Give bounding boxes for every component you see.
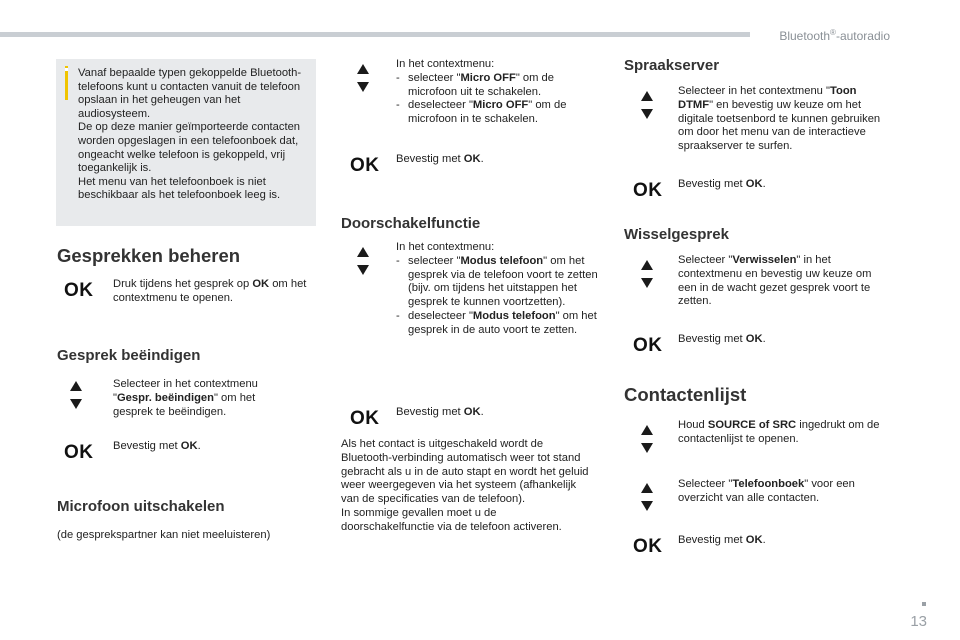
beeindigen-text: Selecteer in het contextmenu "Gespr. beëindigen" om het gesprek te beëindigen. [113, 378, 258, 418]
ok-icon: OK [633, 536, 663, 557]
up-down-arrows-icon [640, 260, 654, 288]
info-text-2: De op deze manier geïmporteerde contacten worden opgeslagen in een telefoonboek dat, ongeacht welke telefoon is gekoppeld, vrij toegankelijk is. [78, 121, 301, 175]
info-text-3: Het menu van het telefoonboek is niet beschikbaar als het telefoonboek leeg is. [78, 175, 281, 202]
beeindigen-confirm: Bevestig met OK. [113, 440, 201, 452]
contacten-text-1: Houd SOURCE of SRC ingedrukt om de contactenlijst te openen. [678, 419, 880, 445]
info-icon [65, 66, 68, 100]
section-title-gesprekken: Gesprekken beheren [57, 245, 241, 266]
info-text-1: Vanaf bepaalde typen gekoppelde Bluetooth-telefoons kunt u contacten vanuit de telefoon opslaan in het geheugen van het audiosysteem. [78, 67, 302, 120]
wissel-confirm: Bevestig met OK. [678, 333, 766, 345]
microfoon-steps: In het contextmenu: - selecteer "Micro OFF" om de microfoon uit te schakelen. - deselecteer "Micro OFF" om de microfoon in te schakelen. [396, 58, 567, 126]
doorschakel-steps: In het contextmenu: - selecteer "Modus telefoon" om het gesprek via de telefoon voort te zetten (bijv. om tijdens het uitstappen het gesprek te kunnen voortzetten). - deselecteer "Modus telefoon" om het gesprek in de auto voort te zetten. [396, 241, 598, 336]
ok-icon: OK [633, 180, 663, 201]
up-down-arrows-icon [640, 91, 654, 119]
up-down-arrows-icon [356, 64, 370, 92]
section-title-doorschakel: Doorschakelfunctie [341, 215, 481, 232]
spraak-text: Selecteer in het contextmenu "Toon DTMF" en bevestig uw keuze om het digitale toetsenbord te kunnen gebruiken om door het menu van de interactieve spraakserver te surfen. [678, 85, 881, 153]
gesprekken-text: Druk tijdens het gesprek op OK om het contextmenu te openen. [113, 278, 307, 304]
header-bar [0, 32, 750, 37]
up-down-arrows-icon [640, 483, 654, 511]
up-down-arrows-icon [356, 247, 370, 275]
ok-icon: OK [350, 408, 380, 429]
info-box [56, 59, 316, 226]
page-header-title: Bluetooth®-autoradio [779, 28, 890, 43]
page-number: 13 [910, 613, 927, 630]
spraak-confirm: Bevestig met OK. [678, 178, 766, 190]
ok-icon: OK [64, 442, 94, 463]
doorschakel-confirm: Bevestig met OK. [396, 406, 484, 418]
section-title-wissel: Wisselgesprek [624, 226, 729, 243]
ok-icon: OK [64, 280, 94, 301]
wissel-text: Selecteer "Verwisselen" in het contextmenu en bevestig uw keuze om een in de wacht gezet gesprek voort te zetten. [678, 254, 872, 308]
contacten-text-2: Selecteer "Telefoonboek" voor een overzicht van alle contacten. [678, 478, 855, 504]
up-down-arrows-icon [640, 425, 654, 453]
ok-icon: OK [350, 155, 380, 176]
contacten-confirm: Bevestig met OK. [678, 534, 766, 546]
section-title-beeindigen: Gesprek beëindigen [57, 347, 201, 364]
ok-icon: OK [633, 335, 663, 356]
up-down-arrows-icon [69, 381, 83, 409]
footer-dot [922, 602, 926, 606]
section-title-contacten: Contactenlijst [624, 384, 747, 405]
microfoon-confirm: Bevestig met OK. [396, 153, 484, 165]
section-title-spraak: Spraakserver [624, 57, 720, 74]
section-title-microfoon: Microfoon uitschakelen [57, 498, 225, 515]
microfoon-note: (de gesprekspartner kan niet meeluisteren) [57, 529, 271, 541]
doorschakel-paragraph: Als het contact is uitgeschakeld wordt de Bluetooth-verbinding automatisch weer tot stand gebracht als u in de auto stapt en wordt het geluid weer weergegeven via het systeem (afhankelijk van de specificaties van de telefoon). In sommige gevallen moet u de doorschakelfunctie via de telefoon activeren. [341, 438, 589, 533]
